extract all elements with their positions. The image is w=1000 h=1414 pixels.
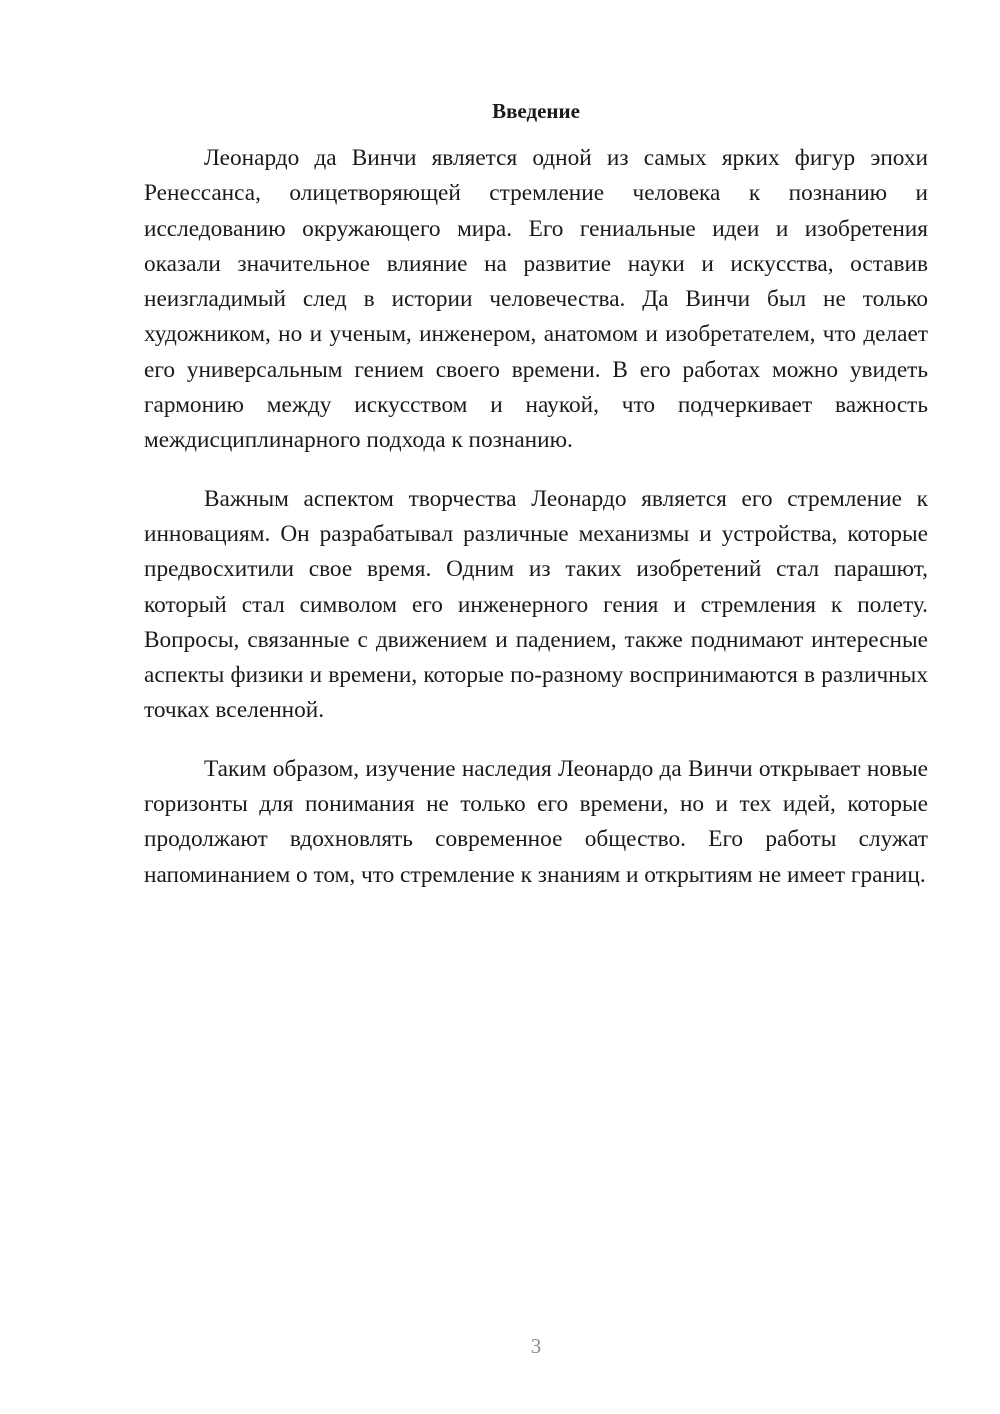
- page-number: 3: [530, 1334, 542, 1358]
- section-heading: Введение: [492, 99, 580, 123]
- paragraph-conclusion: Таким образом, изучение наследия Леонардо да Винчи открывает новые горизонты для понимания не только его времени, но и тех идей, которые продолжают вдохновлять современное общество. Его работы служат напоминанием о том, что стремление к знаниям и открытиям не имеет границ.: [144, 755, 928, 888]
- paragraph-innovation: Важным аспектом творчества Леонардо является его стремление к инновациям. Он разрабатывал различные механизмы и устройства, которые предвосхитили свое время. Одним из таких изобретений стал парашют, который стал символом его инженерного гения и стремления к полету. Вопросы, связанные с движением и падением, также поднимают интересные аспекты физики и времени, которые по-разному воспринимаются в различных точках вселенной.: [144, 485, 928, 724]
- body-text: [144, 141, 928, 916]
- paragraph-intro: Леонардо да Винчи является одной из самых ярких фигур эпохи Ренессанса, олицетворяющей стремление человека к познанию и исследованию окружающего мира. Его гениальные идеи и изобретения оказали значительное влияние на развитие науки и искусства, оставив неизгладимый след в истории человечества. Да Винчи был не только художником, но и ученым, инженером, анатомом и изобретателем, что делает его универсальным гением своего времени. В его работах можно увидеть гармонию между искусством и наукой, что подчеркивает важность междисциплинарного подхода к познанию.: [144, 145, 928, 454]
